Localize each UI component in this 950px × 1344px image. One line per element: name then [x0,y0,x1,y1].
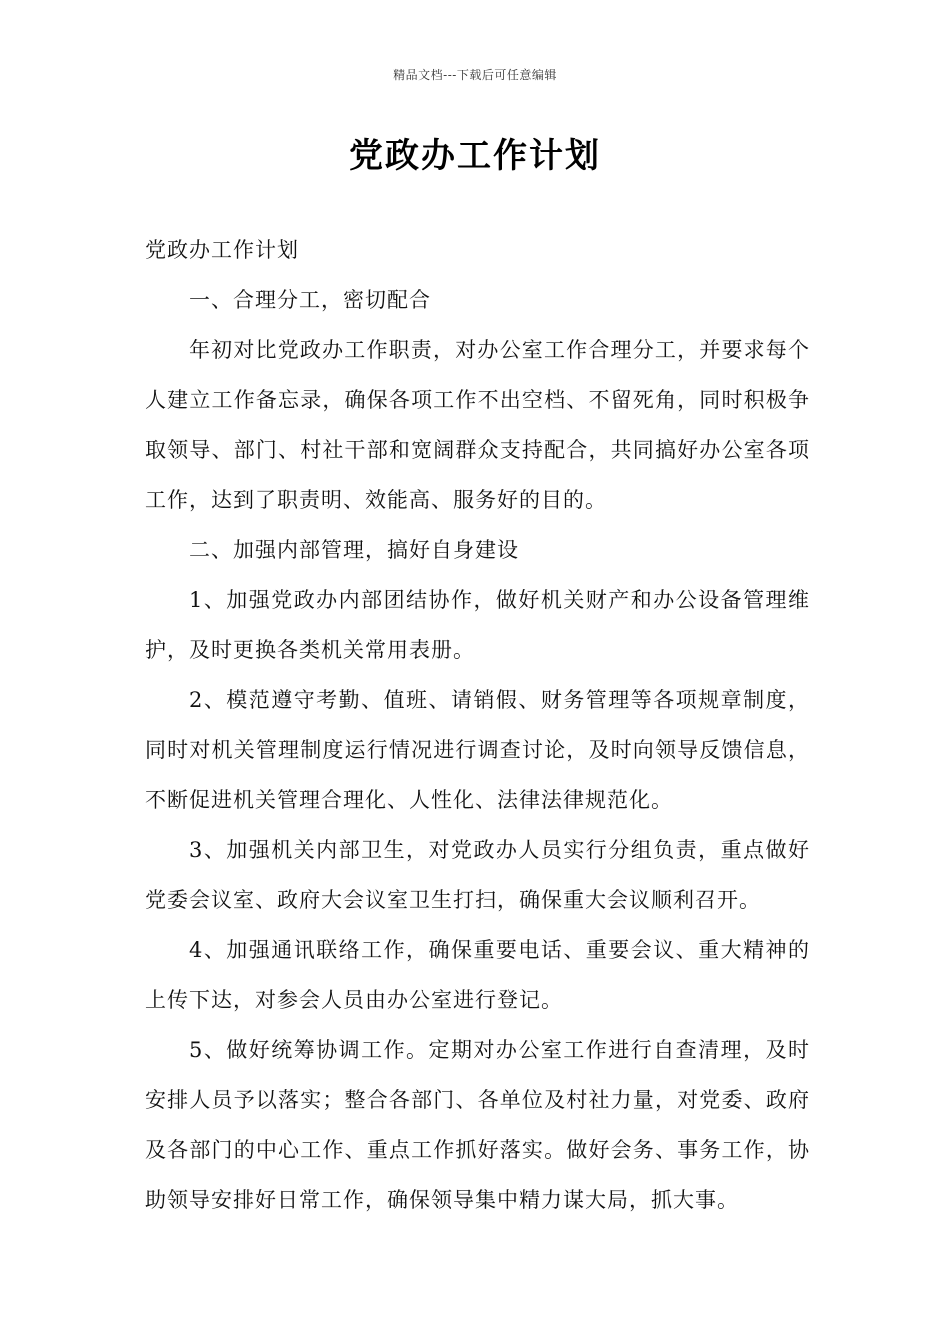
list-item: 2、模范遵守考勤、值班、请销假、财务管理等各项规章制度，同时对机关管理制度运行情况进行调查讨论，及时向领导反馈信息，不断促进机关管理合理化、人性化、法律法律规范化。 [145,688,810,812]
list-item: 1、加强党政办内部团结协作，做好机关财产和办公设备管理维护，及时更换各类机关常用表册。 [145,588,810,662]
paragraph: 年初对比党政办工作职责，对办公室工作合理分工，并要求每个人建立工作备忘录，确保各项工作不出空档、不留死角，同时积极争取领导、部门、村社干部和宽阔群众支持配合，共同搞好办公室各项工作，达到了职责明、效能高、服务好的目的。 [145,338,810,512]
section-heading: 二、加强内部管理，搞好自身建设 [189,538,519,562]
list-item: 3、加强机关内部卫生，对党政办人员实行分组负责，重点做好党委会议室、政府大会议室卫生打扫，确保重大会议顺利召开。 [145,838,810,912]
list-item: 5、做好统筹协调工作。定期对办公室工作进行自查清理，及时安排人员予以落实；整合各部门、各单位及村社力量，对党委、政府及各部门的中心工作、重点工作抓好落实。做好会务、事务工作，协助领导安排好日常工作，确保领导集中精力谋大局，抓大事。 [145,1038,810,1212]
document-title: 党政办工作计划 [349,136,601,176]
page-header-note: 精品文档---下载后可任意编辑 [393,68,557,82]
section-heading: 一、合理分工，密切配合 [189,288,431,312]
list-item: 4、加强通讯联络工作，确保重要电话、重要会议、重大精神的上传下达，对参会人员由办公室进行登记。 [145,938,810,1012]
paragraph-subtitle: 党政办工作计划 [145,238,299,262]
document-body [145,225,810,1225]
